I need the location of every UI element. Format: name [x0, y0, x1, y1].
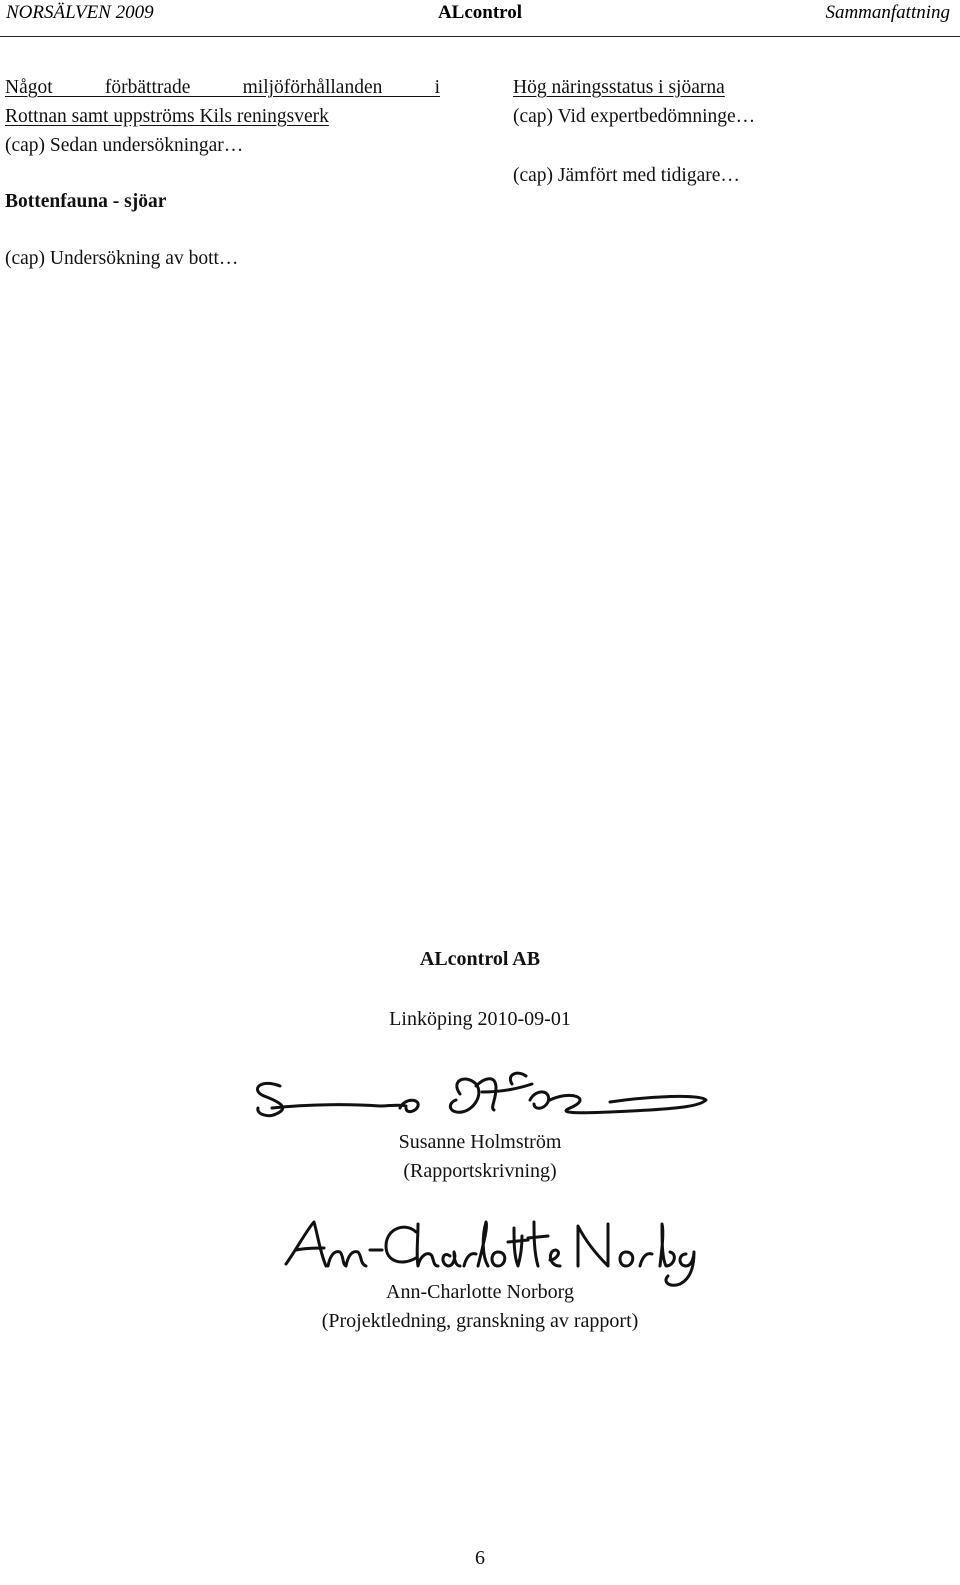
left-column: [5, 74, 440, 274]
signer2: [0, 1278, 960, 1336]
section-title-bottenfauna: Bottenfauna - sjöar: [5, 191, 167, 213]
right-paragraph-2: (cap) Jämfört med tidigare…: [513, 164, 740, 186]
left-paragraph-1: (cap) Sedan undersökningar…: [5, 134, 244, 156]
right-column: [513, 74, 947, 190]
left-heading-line2: Rottnan samt uppströms Kils reningsverk: [5, 105, 329, 127]
right-heading: Hög näringsstatus i sjöarna: [513, 77, 725, 98]
company-name: ALcontrol AB: [419, 948, 541, 970]
page-header: [0, 0, 960, 37]
left-heading-line1: Något förbättrade miljöförhållanden i: [5, 77, 440, 98]
left-paragraph-2: (cap) Undersökning av bott…: [5, 248, 239, 270]
header-company: ALcontrol: [437, 2, 523, 23]
signer2-name: Ann-Charlotte Norborg: [386, 1281, 574, 1303]
signer1-role: (Rapportskrivning): [403, 1160, 557, 1182]
page-number: 6: [475, 1547, 485, 1569]
header-report-title: NORSÄLVEN 2009: [6, 2, 154, 23]
header-section: Sammanfattning: [825, 2, 950, 23]
place-date: Linköping 2010-09-01: [389, 1008, 571, 1030]
signer1-name: Susanne Holmström: [398, 1131, 562, 1153]
signer1: [0, 1128, 960, 1186]
right-paragraph-1: (cap) Vid expertbedömninge…: [513, 105, 756, 127]
signer2-role: (Projektledning, granskning av rapport): [321, 1310, 639, 1332]
signature-susanne-holmstrom: [250, 1064, 710, 1134]
